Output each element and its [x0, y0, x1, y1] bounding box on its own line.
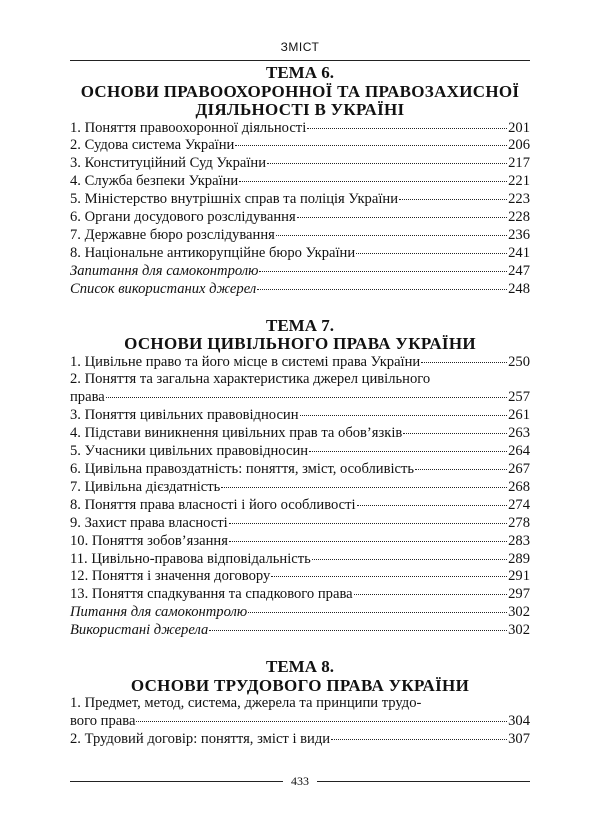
- toc-entry-page: 228: [508, 209, 530, 226]
- toc-entry: [70, 425, 530, 443]
- toc-entry: [70, 497, 530, 515]
- dot-leader: [267, 163, 507, 164]
- toc-entry-page: 248: [508, 280, 530, 297]
- toc-entry: [70, 389, 530, 407]
- dot-leader: [403, 433, 507, 434]
- toc-entry: [70, 568, 530, 586]
- toc-entry: [70, 515, 530, 533]
- toc-entry-page: 241: [508, 244, 530, 261]
- dot-leader: [276, 235, 507, 236]
- toc-entry-page: 302: [508, 604, 530, 621]
- toc-entry-page: 201: [508, 119, 530, 136]
- toc-entry-title: 11. Цивільно-правова відповідальність: [70, 550, 311, 567]
- section-number: ТЕМА 7.: [266, 315, 334, 335]
- toc-entry-page: 221: [508, 173, 530, 190]
- toc-entry-page: 250: [508, 353, 530, 370]
- toc-entry-title: 1. Поняття правоохоронної діяльності: [70, 119, 307, 136]
- toc-entry-title: 12. Поняття і значення договору: [70, 568, 271, 585]
- dot-leader: [259, 271, 507, 272]
- toc-entry-title: 9. Захист права власності: [70, 514, 228, 531]
- toc-entry: [70, 209, 530, 227]
- toc-entry-page: 223: [508, 191, 530, 208]
- toc-entry-title: 4. Підстави виникнення цивільних прав та обов’язків: [70, 425, 403, 442]
- toc-entry-title: права: [70, 389, 105, 406]
- page-number: 433: [291, 774, 309, 788]
- toc-entry-title: 8. Поняття права власності і його особливості: [70, 496, 356, 513]
- toc-entry: [70, 443, 530, 461]
- dot-leader: [357, 505, 508, 506]
- header-rule: [70, 60, 530, 61]
- toc-entry: [70, 173, 530, 191]
- footer-rule-left: [70, 781, 283, 782]
- table-of-contents: [70, 64, 530, 749]
- dot-leader: [309, 451, 507, 452]
- toc-entry-page: 267: [508, 461, 530, 477]
- toc-entry-page: 297: [508, 586, 530, 603]
- section-title: ОСНОВИ ТРУДОВОГО ПРАВА УКРАЇНИ: [130, 675, 470, 695]
- toc-entry-page: 257: [508, 389, 530, 406]
- toc-entry: [70, 155, 530, 173]
- toc-entry: [70, 461, 530, 479]
- dot-leader: [248, 612, 507, 613]
- toc-entry-title: 2. Судова система України: [70, 137, 235, 154]
- footer-rule-right: [317, 781, 530, 782]
- toc-entry-title: 6. Цивільна правоздатність: поняття, зміст, особливість: [70, 461, 415, 477]
- toc-entry-page: 289: [508, 550, 530, 567]
- section-title: ОСНОВИ ПРАВООХОРОННОЇ ТА ПРАВОЗАХИСНОЇ: [80, 81, 520, 101]
- toc-entry-title: Список використаних джерел: [70, 280, 257, 297]
- toc-entry-title: 1. Цивільне право та його місце в системі права України: [70, 353, 421, 370]
- dot-leader: [271, 576, 507, 577]
- toc-entry: [70, 245, 530, 263]
- toc-entry-page: 264: [508, 443, 530, 460]
- toc-entry-title: Використані джерела: [70, 622, 209, 639]
- toc-entry-page: 278: [508, 514, 530, 531]
- dot-leader: [209, 630, 507, 631]
- toc-entry-page: 206: [508, 137, 530, 154]
- toc-entry: [70, 354, 530, 372]
- toc-entry-page: 263: [508, 425, 530, 442]
- toc-entry-page: 261: [508, 407, 530, 424]
- toc-entry-title: 7. Державне бюро розслідування: [70, 226, 275, 243]
- toc-entry: [70, 281, 530, 299]
- toc-section: [70, 658, 530, 749]
- toc-entry: [70, 120, 530, 138]
- toc-entry-title: 13. Поняття спадкування та спадкового права: [70, 586, 353, 603]
- dot-leader: [354, 594, 507, 595]
- section-title: ОСНОВИ ЦИВІЛЬНОГО ПРАВА УКРАЇНИ: [124, 334, 476, 354]
- dot-leader: [300, 415, 508, 416]
- dot-leader: [221, 487, 507, 488]
- toc-entry-page: 283: [508, 532, 530, 549]
- dot-leader: [307, 128, 507, 129]
- toc-section: [70, 317, 530, 641]
- toc-entry-title: 3. Конституційний Суд України: [70, 155, 267, 172]
- dot-leader: [415, 469, 507, 470]
- toc-entry-first-line: 1. Предмет, метод, система, джерела та принципи трудо-: [70, 695, 422, 712]
- toc-entry: [70, 586, 530, 604]
- toc-entry: [70, 731, 530, 749]
- toc-entry-page: 304: [508, 712, 530, 729]
- toc-entry: [70, 604, 530, 622]
- dot-leader: [257, 289, 507, 290]
- toc-entry: [70, 479, 530, 497]
- toc-entry: [70, 533, 530, 551]
- toc-entry-page: 236: [508, 226, 530, 243]
- toc-entry-page: 268: [508, 478, 530, 495]
- dot-leader: [229, 523, 507, 524]
- toc-entry-title: 3. Поняття цивільних правовідносин: [70, 407, 299, 424]
- toc-entry: [70, 263, 530, 281]
- dot-leader: [399, 199, 507, 200]
- toc-entry: [70, 227, 530, 245]
- dot-leader: [421, 362, 507, 363]
- toc-entry-title: 8. Національне антикорупційне бюро України: [70, 244, 356, 261]
- toc-entry-title: 2. Трудовий договір: поняття, зміст і види: [70, 730, 331, 747]
- toc-entry-title: Питання для самоконтролю: [70, 604, 248, 621]
- toc-entry-title: 7. Цивільна дієздатність: [70, 478, 221, 495]
- dot-leader: [106, 397, 507, 398]
- toc-entry-title: 10. Поняття зобов’язання: [70, 532, 228, 549]
- dot-leader: [297, 217, 507, 218]
- toc-entry-title: 5. Міністерство внутрішніх справ та поліція України: [70, 191, 399, 208]
- toc-entry-page: 302: [508, 622, 530, 639]
- section-number: ТЕМА 6.: [266, 63, 334, 82]
- toc-entry-title: вого права: [70, 712, 136, 729]
- toc-entry-first-line: 2. Поняття та загальна характеристика джерел цивільного: [70, 371, 431, 388]
- section-title: ДІЯЛЬНОСТІ В УКРАЇНІ: [195, 100, 405, 119]
- toc-entry-page: 274: [508, 496, 530, 513]
- toc-entry: [70, 191, 530, 209]
- dot-leader: [331, 739, 507, 740]
- dot-leader: [235, 145, 507, 146]
- dot-leader: [136, 721, 507, 722]
- page-footer: [70, 774, 530, 789]
- toc-entry-page: 307: [508, 730, 530, 747]
- toc-entry: [70, 622, 530, 640]
- toc-entry-page: 247: [508, 262, 530, 279]
- toc-entry: [70, 551, 530, 569]
- toc-section: [70, 64, 530, 299]
- toc-entry: [70, 407, 530, 425]
- running-header: ЗМІСТ: [280, 40, 320, 54]
- toc-entry-page: 291: [508, 568, 530, 585]
- toc-entry-title: 4. Служба безпеки України: [70, 173, 239, 190]
- toc-entry-title: 5. Учасники цивільних правовідносин: [70, 443, 309, 460]
- toc-entry-page: 217: [508, 155, 530, 172]
- dot-leader: [312, 559, 507, 560]
- dot-leader: [229, 541, 507, 542]
- toc-entry: [70, 713, 530, 731]
- toc-entry-title: Запитання для самоконтролю: [70, 262, 259, 279]
- dot-leader: [239, 181, 507, 182]
- toc-entry-title: 6. Органи досудового розслідування: [70, 209, 296, 226]
- dot-leader: [356, 253, 507, 254]
- toc-entry: [70, 137, 530, 155]
- section-number: ТЕМА 8.: [266, 657, 334, 677]
